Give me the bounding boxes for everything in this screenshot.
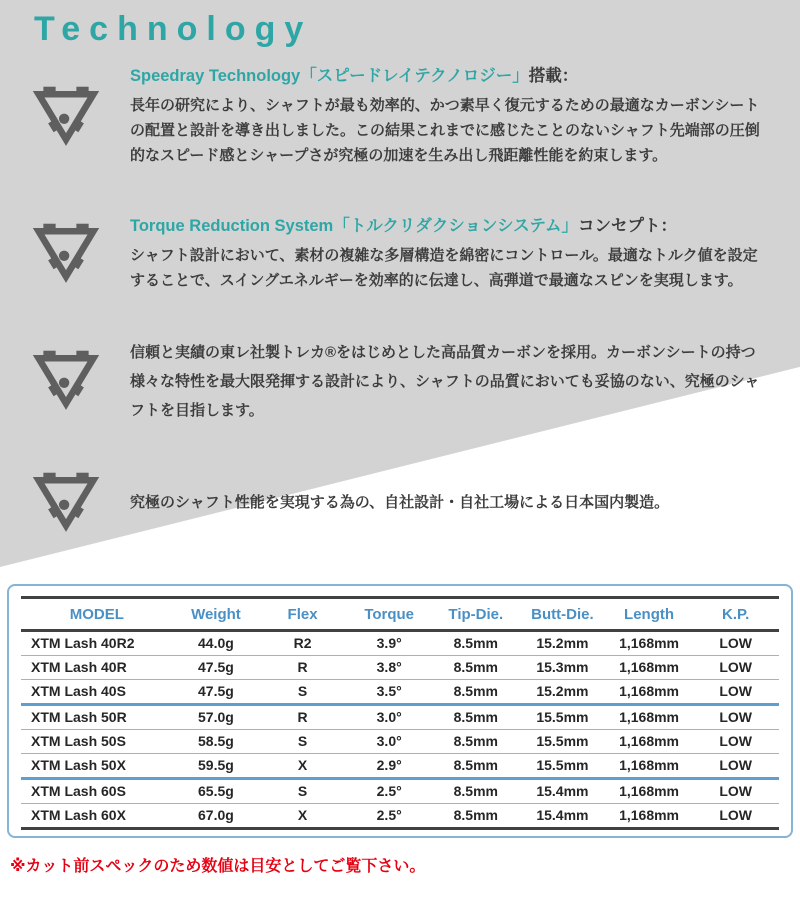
cell-flex: X (297, 757, 308, 773)
cell-torque: 2.9° (376, 757, 402, 773)
section-torque-reduction (130, 212, 770, 293)
cell-length: 1,168mm (619, 709, 680, 725)
cell-butt-dia: 15.2mm (536, 683, 589, 699)
cell-butt-dia: 15.3mm (536, 659, 589, 675)
section-heading (130, 62, 770, 86)
table-row (21, 656, 779, 680)
table-row (21, 779, 779, 804)
cell-model: XTM Lash 40S (31, 683, 126, 699)
cell-flex: S (297, 733, 308, 749)
cell-tip-dia: 8.5mm (453, 635, 498, 651)
cell-torque: 3.5° (376, 683, 402, 699)
col-header-length: Length (624, 606, 675, 623)
cell-butt-dia: 15.4mm (536, 807, 589, 823)
table-row (21, 754, 779, 779)
col-header-weight: Weight (191, 606, 241, 623)
table-row (21, 730, 779, 754)
triangle-brand-icon (30, 219, 102, 285)
cell-weight: 57.0g (198, 709, 234, 725)
col-header-flex: Flex (287, 606, 318, 623)
table-row (21, 680, 779, 705)
section-body: 長年の研究により、シャフトが最も効率的、かつ素早く復元するための最適なカーボンシートの配置と設計を導き出しました。この結果これまでに感じたことのないシャフト先端部の圧倒的なスピード感とシャープさが究極の加速を生み出し飛距離性能を約束します。 (130, 97, 760, 164)
cell-butt-dia: 15.2mm (536, 635, 589, 651)
cell-model: XTM Lash 40R2 (31, 635, 135, 651)
page-title: Technology (34, 10, 313, 48)
cell-kp: LOW (719, 807, 752, 823)
cell-length: 1,168mm (619, 659, 680, 675)
triangle-brand-icon (30, 468, 102, 534)
table-header-row (21, 598, 779, 631)
cell-torque: 2.5° (376, 783, 402, 799)
cell-torque: 3.0° (376, 733, 402, 749)
cell-tip-dia: 8.5mm (453, 709, 498, 725)
cell-butt-dia: 15.4mm (536, 783, 589, 799)
col-header-butt-dia: Butt-Die. (531, 606, 594, 623)
cell-model: XTM Lash 50S (31, 733, 126, 749)
cell-length: 1,168mm (619, 783, 680, 799)
section-heading-teal: Torque Reduction System「トルクリダクションシステム」 (130, 217, 578, 235)
cell-tip-dia: 8.5mm (453, 757, 498, 773)
cell-torque: 3.9° (376, 635, 402, 651)
col-header-torque: Torque (364, 606, 415, 623)
cell-tip-dia: 8.5mm (453, 683, 498, 699)
cell-model: XTM Lash 50X (31, 757, 126, 773)
cell-tip-dia: 8.5mm (453, 807, 498, 823)
table-row (21, 631, 779, 656)
cell-weight: 58.5g (198, 733, 234, 749)
spec-table (21, 596, 779, 830)
section-heading-dark: コンセプト： (578, 217, 677, 235)
cell-weight: 44.0g (198, 635, 234, 651)
cell-tip-dia: 8.5mm (453, 659, 498, 675)
cell-kp: LOW (719, 683, 752, 699)
cell-kp: LOW (719, 733, 752, 749)
cell-kp: LOW (719, 783, 752, 799)
cell-flex: S (297, 783, 308, 799)
cell-butt-dia: 15.5mm (536, 733, 589, 749)
section-made-in-japan (130, 490, 770, 515)
table-row (21, 705, 779, 730)
cell-length: 1,168mm (619, 757, 680, 773)
section-body: 究極のシャフト性能を実現する為の、自社設計・自社工場による日本国内製造。 (130, 494, 670, 511)
section-body: 信頼と実績の東レ社製トレカ®をはじめとした高品質カーボンを採用。カーボンシートの持つ様々な特性を最大限発揮する設計により、シャフトの品質においても妥協のない、究極のシャフトを目指します。 (130, 344, 760, 419)
cell-model: XTM Lash 60X (31, 807, 126, 823)
cell-length: 1,168mm (619, 733, 680, 749)
triangle-brand-icon (30, 82, 102, 148)
col-header-tip-dia: Tip-Die. (448, 606, 504, 623)
section-heading-teal: Speedray Technology「スピードレイテクノロジー」 (130, 67, 529, 85)
triangle-brand-icon (30, 346, 102, 412)
cell-length: 1,168mm (619, 635, 680, 651)
cell-kp: LOW (719, 757, 752, 773)
cell-model: XTM Lash 50R (31, 709, 127, 725)
cell-flex: R (297, 709, 308, 725)
section-heading-dark: 搭載： (528, 67, 579, 85)
section-heading (130, 212, 770, 236)
cell-kp: LOW (719, 635, 752, 651)
cell-butt-dia: 15.5mm (536, 709, 589, 725)
col-header-model: MODEL (69, 606, 124, 623)
section-body: シャフト設計において、素材の複雑な多層構造を綿密にコントロール。最適なトルク値を設定することで、スイングエネルギーを効率的に伝達し、高弾道で最適なスピンを実現します。 (130, 247, 758, 289)
cell-weight: 47.5g (198, 659, 234, 675)
cell-weight: 59.5g (198, 757, 234, 773)
section-carbon-material (130, 338, 770, 425)
cell-torque: 2.5° (376, 807, 402, 823)
section-speedray-technology (130, 62, 770, 168)
cell-flex: X (297, 807, 308, 823)
spec-table-container (7, 584, 793, 838)
cell-kp: LOW (719, 659, 752, 675)
cell-model: XTM Lash 60S (31, 783, 126, 799)
cell-butt-dia: 15.5mm (536, 757, 589, 773)
cell-length: 1,168mm (619, 807, 680, 823)
cell-flex: R2 (293, 635, 312, 651)
cell-kp: LOW (719, 709, 752, 725)
cell-weight: 47.5g (198, 683, 234, 699)
table-row (21, 804, 779, 829)
cell-flex: S (297, 683, 308, 699)
col-header-kp: K.P. (722, 606, 750, 623)
cell-torque: 3.0° (376, 709, 402, 725)
spec-disclaimer-note: ※カット前スペックのため数値は目安としてご覧下さい。 (10, 858, 426, 875)
cell-tip-dia: 8.5mm (453, 733, 498, 749)
cell-torque: 3.8° (376, 659, 402, 675)
cell-weight: 65.5g (198, 783, 234, 799)
cell-weight: 67.0g (198, 807, 234, 823)
cell-model: XTM Lash 40R (31, 659, 127, 675)
cell-tip-dia: 8.5mm (453, 783, 498, 799)
cell-length: 1,168mm (619, 683, 680, 699)
cell-flex: R (297, 659, 308, 675)
